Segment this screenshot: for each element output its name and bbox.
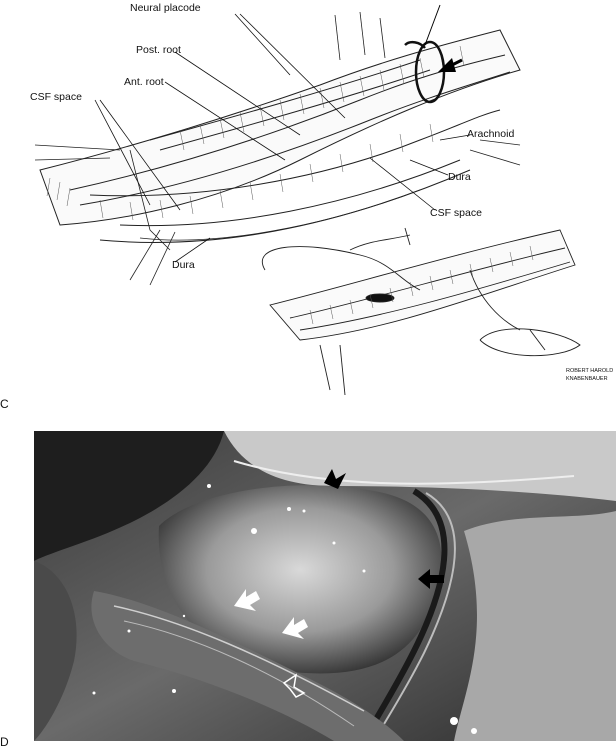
panel-letter-d: D [0, 735, 9, 749]
label-dura-right: Dura [448, 171, 471, 183]
inset-drawing [262, 228, 580, 395]
signature-line-1: ROBERT HAROLD [566, 368, 614, 374]
label-csf-space-right: CSF space [430, 207, 482, 219]
label-ant-root: Ant. root [124, 76, 164, 88]
signature-line-2: KNABENBAUER [566, 376, 608, 382]
label-arachnoid: Arachnoid [467, 128, 515, 140]
panel-d-photograph [34, 431, 616, 741]
panel-letter-c: C [0, 397, 9, 411]
label-neural-placode: Neural placode [130, 2, 201, 14]
label-post-root: Post. root [136, 44, 181, 56]
surgical-photo [34, 431, 616, 741]
label-dura-bottom: Dura [172, 259, 195, 271]
label-csf-space-left: CSF space [30, 91, 82, 103]
